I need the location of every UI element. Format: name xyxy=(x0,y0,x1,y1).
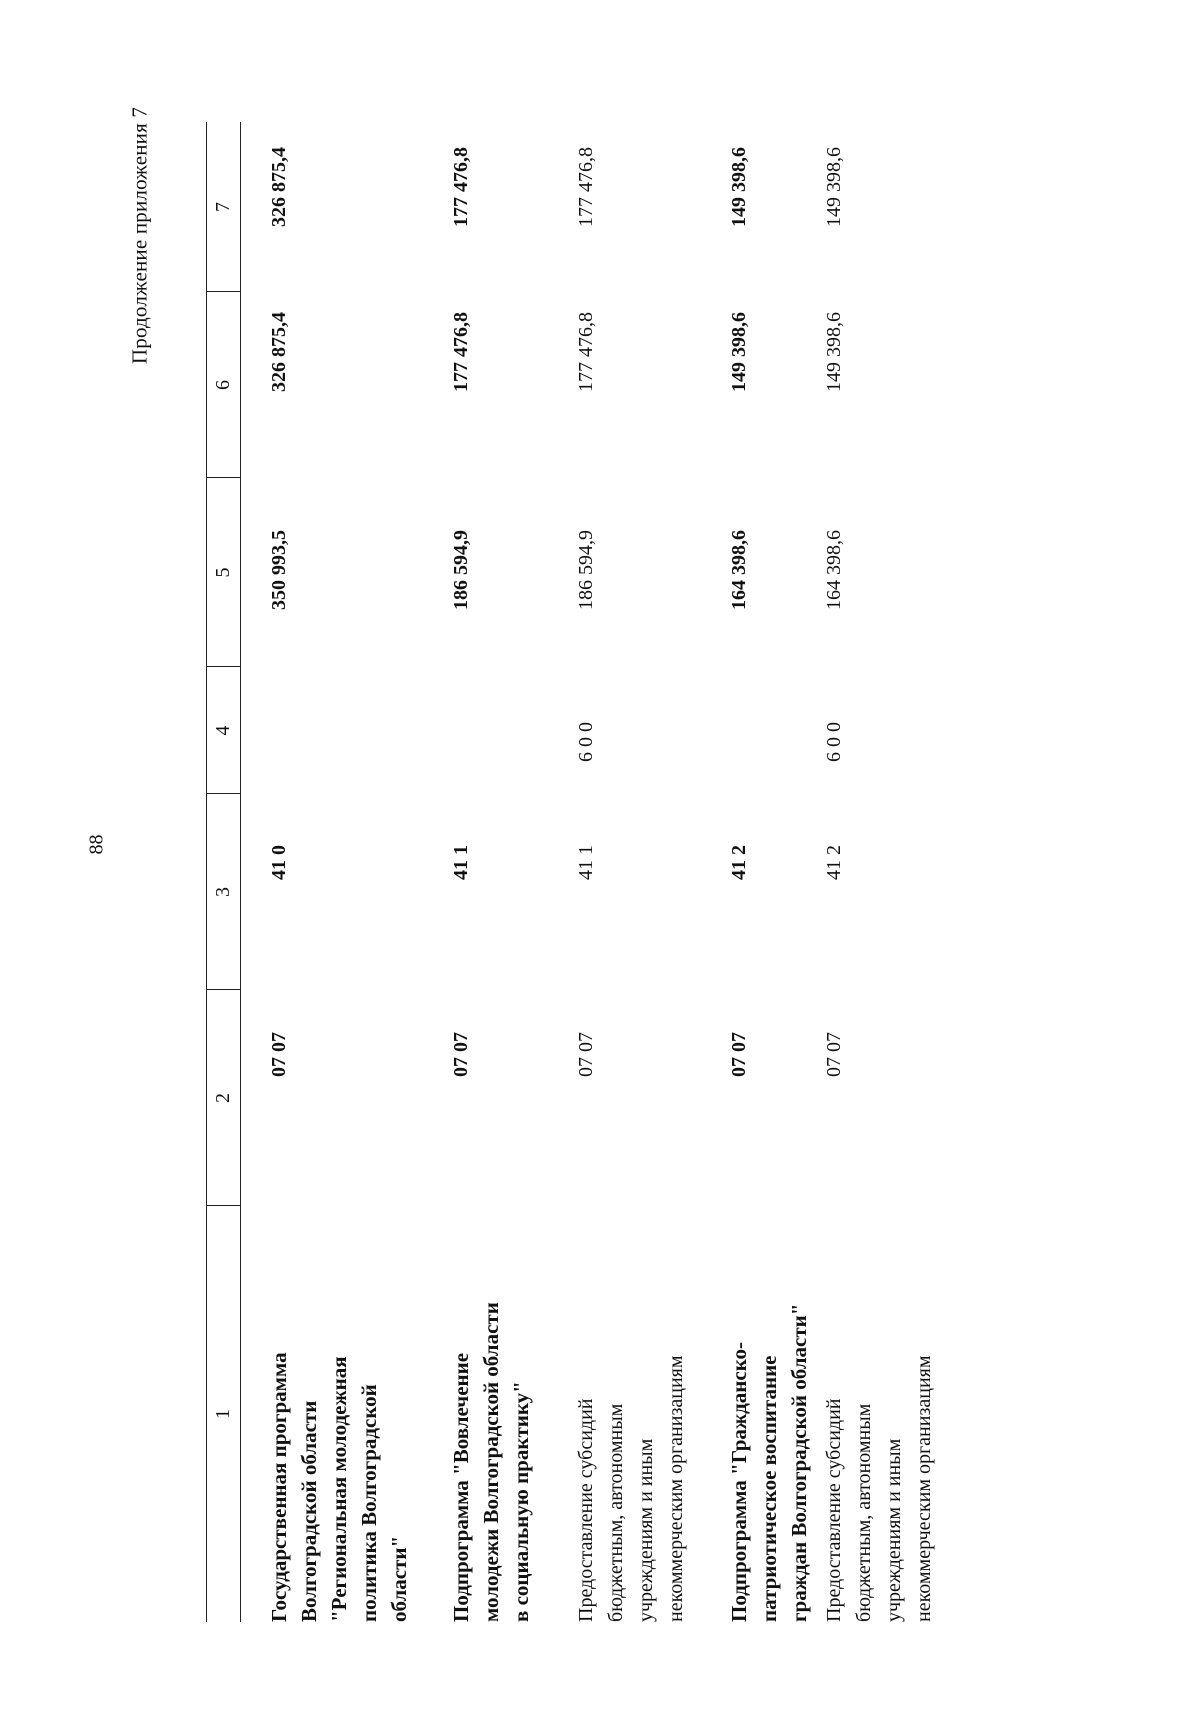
row-amount-1: 164 398,6 xyxy=(728,530,750,610)
row-amount-2: 149 398,6 xyxy=(728,312,750,392)
header-col-4: 4 xyxy=(212,725,234,736)
row-name: Предоставление субсидий бюджетным, автономным учреждениям и иным некоммерческим организациям xyxy=(823,1355,935,1622)
row-section: 07 07 xyxy=(823,1032,845,1077)
continuation-title: Продолжение приложения 7 xyxy=(127,106,152,365)
row-amount-2: 149 398,6 xyxy=(823,312,845,392)
row-amount-1: 186 594,9 xyxy=(450,530,472,610)
row-amount-3: 177 476,8 xyxy=(450,147,472,227)
row-name: Подпрограмма "Вовлечение молодежи Волгоградской области в социальную практику" xyxy=(449,1302,533,1622)
row-amount-2: 177 476,8 xyxy=(575,312,597,392)
row-amount-1: 164 398,6 xyxy=(823,530,845,610)
row-amount-3: 149 398,6 xyxy=(823,147,845,227)
page-number: 88 xyxy=(85,834,108,855)
row-name: Предоставление субсидий бюджетным, автономным учреждениям и иным некоммерческим организациям xyxy=(575,1355,687,1622)
header-col-7: 7 xyxy=(212,202,234,212)
row-target-code: 41 1 xyxy=(450,845,472,880)
row-expense-type: 6 0 0 xyxy=(575,722,597,762)
header-col-2: 2 xyxy=(212,1093,234,1103)
header-col-1: 1 xyxy=(212,1409,234,1419)
row-section: 07 07 xyxy=(268,1032,290,1077)
header-col-5: 5 xyxy=(212,567,234,578)
row-amount-3: 177 476,8 xyxy=(575,147,597,227)
row-target-code: 41 2 xyxy=(728,845,750,880)
row-amount-2: 177 476,8 xyxy=(450,312,472,392)
row-amount-1: 186 594,9 xyxy=(575,530,597,610)
header-col-3: 3 xyxy=(212,887,234,897)
header-col-6: 6 xyxy=(212,380,234,390)
row-target-code: 41 1 xyxy=(575,845,597,880)
row-section: 07 07 xyxy=(575,1032,597,1077)
row-name: Подпрограмма "Гражданско- патриотическое воспитание граждан Волгоградской области" xyxy=(727,1303,811,1622)
row-amount-3: 326 875,4 xyxy=(268,147,290,227)
row-amount-1: 350 993,5 xyxy=(268,530,290,610)
row-section: 07 07 xyxy=(728,1032,750,1077)
row-expense-type: 6 0 0 xyxy=(823,722,845,762)
row-name: Государственная программа Волгоградской области "Региональная молодежная политика Волгоградской области" xyxy=(267,1352,411,1622)
budget-table xyxy=(206,122,935,1622)
row-target-code: 41 2 xyxy=(823,845,845,880)
rotated-page-content xyxy=(206,122,935,1622)
row-amount-2: 326 875,4 xyxy=(268,312,290,392)
table-header-rule xyxy=(240,122,241,1622)
row-section: 07 07 xyxy=(450,1032,472,1077)
row-target-code: 41 0 xyxy=(268,845,290,880)
row-amount-3: 149 398,6 xyxy=(728,147,750,227)
